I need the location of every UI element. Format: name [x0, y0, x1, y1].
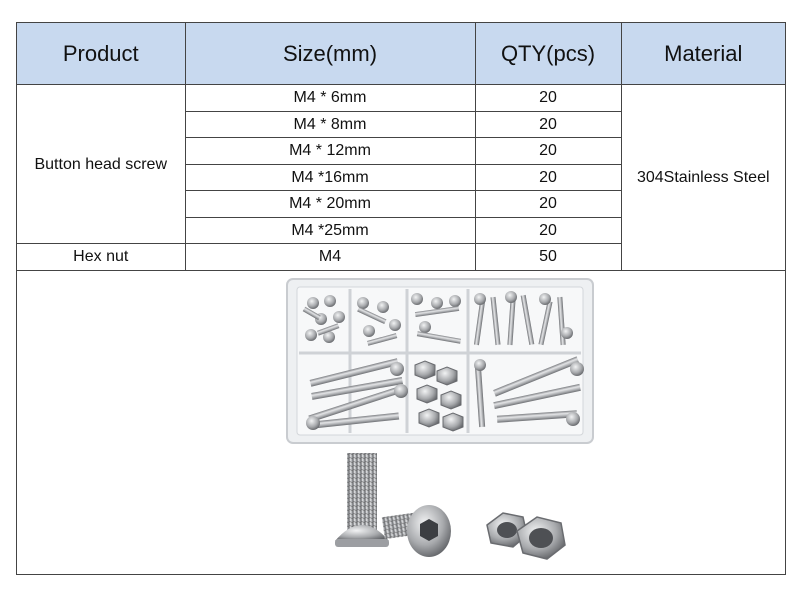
spec-table: [17, 23, 785, 271]
qty-cell: 20: [475, 85, 621, 112]
material-cell: 304Stainless Steel: [621, 85, 785, 271]
size-cell: M4 * 12mm: [185, 138, 475, 165]
header-row: [17, 23, 785, 85]
header-material: Material: [621, 23, 785, 85]
product-cell-screw: Button head screw: [17, 85, 185, 244]
header-size: Size(mm): [185, 23, 475, 85]
header-product: Product: [17, 23, 185, 85]
spec-sheet: [16, 22, 786, 575]
assortment-box: [287, 279, 593, 443]
product-photo: [17, 273, 785, 573]
size-cell: M4 * 6mm: [185, 85, 475, 112]
size-cell: M4 *16mm: [185, 164, 475, 191]
table-row: [17, 85, 785, 112]
hex-nuts: [487, 513, 565, 559]
qty-cell: 50: [475, 244, 621, 271]
product-cell-nut: Hex nut: [17, 244, 185, 271]
button-head-screw-lying: [382, 505, 451, 557]
qty-cell: 20: [475, 111, 621, 138]
size-cell: M4 * 8mm: [185, 111, 475, 138]
size-cell: M4 * 20mm: [185, 191, 475, 218]
size-cell: M4 *25mm: [185, 217, 475, 244]
size-cell: M4: [185, 244, 475, 271]
button-head-screw-standing: [335, 453, 389, 547]
qty-cell: 20: [475, 138, 621, 165]
qty-cell: 20: [475, 191, 621, 218]
qty-cell: 20: [475, 217, 621, 244]
header-qty: QTY(pcs): [475, 23, 621, 85]
qty-cell: 20: [475, 164, 621, 191]
